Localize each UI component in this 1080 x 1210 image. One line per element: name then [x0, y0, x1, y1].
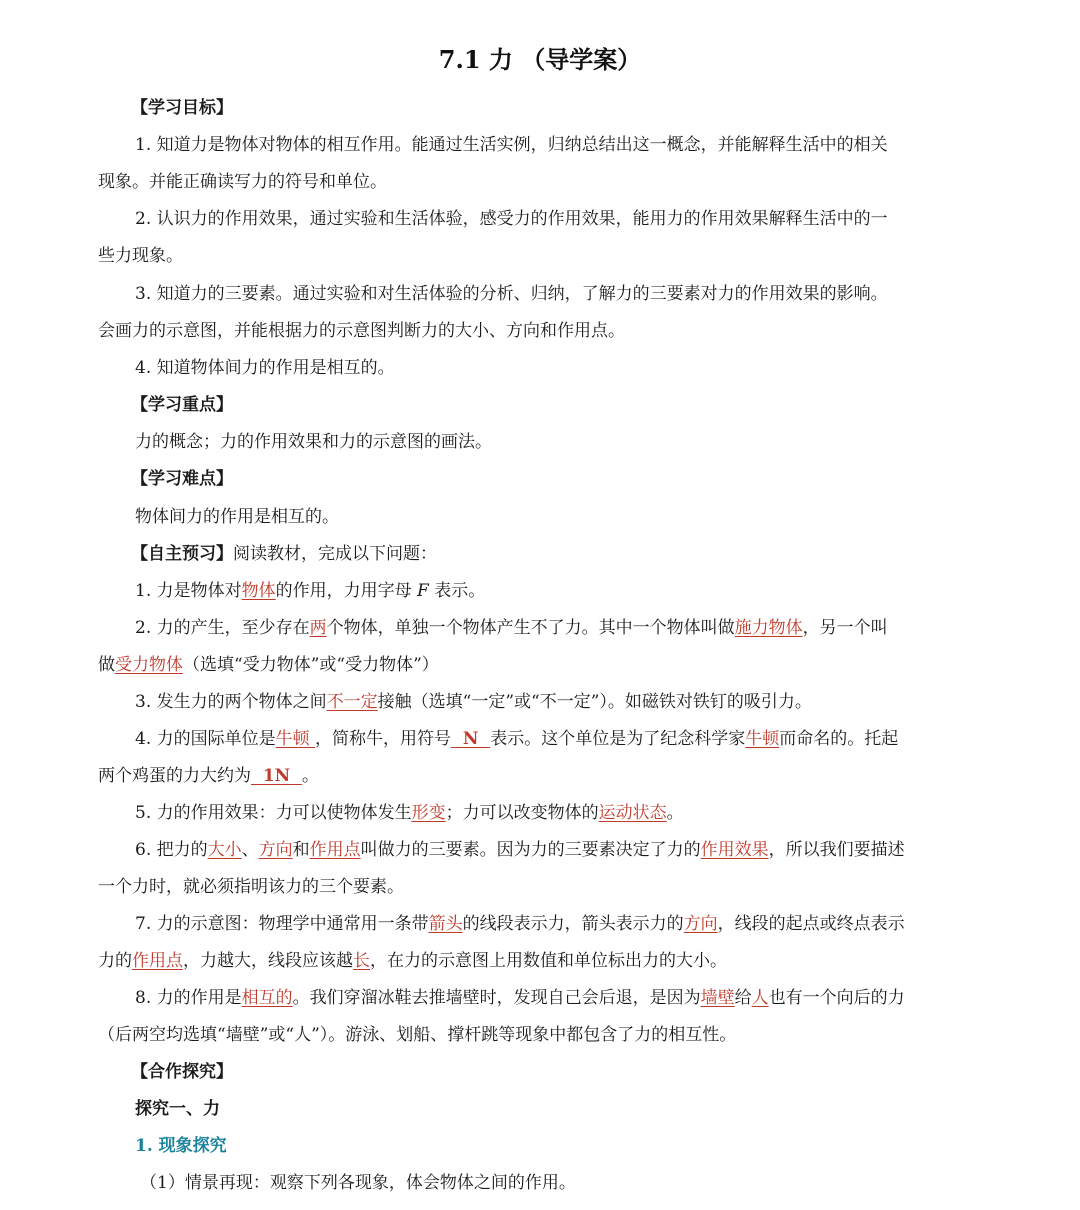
q6-text: 叫做力的三要素。因为力的三要素决定了力的: [360, 840, 701, 860]
q7-answer: 方向: [683, 914, 718, 934]
key-points-text: 力的概念；力的作用效果和力的示意图的画法。: [135, 432, 492, 452]
page-title: 7.1 力 （导学案）: [438, 45, 642, 74]
q4-text: 。: [302, 766, 320, 786]
q8-text: 。我们穿溜冰鞋去推墙壁时，发现自己会后退，是因为: [292, 988, 701, 1008]
question-8-line-b: （后两空均选填“墙壁”或“人”）。游泳、划船、撑杆跳等现象中都包含了力的相互性。: [98, 1025, 737, 1045]
q2-text: ，另一个叫: [802, 618, 888, 638]
q3-answer: 不一定: [326, 692, 378, 712]
q2-answer: 施力物体: [734, 618, 803, 638]
preview-intro: 阅读教材，完成以下问题：: [233, 544, 437, 564]
q7-text: ，力越大，线段应该越: [183, 951, 353, 971]
q7-text: 的线段表示力，箭头表示力的: [462, 914, 684, 934]
q2-text: 个物体，单独一个物体产生不了力。其中一个物体叫做: [326, 618, 735, 638]
difficulty-heading: 【学习难点】: [131, 469, 233, 489]
scene-text: （1）情景再现：观察下列各现象，体会物体之间的作用。: [140, 1173, 576, 1193]
q3-text: 3. 发生力的两个物体之间: [135, 692, 327, 712]
goal-1-line-b: 现象。并能正确读写力的符号和单位。: [98, 172, 387, 192]
q8-text: 8. 力的作用是: [135, 988, 242, 1008]
q6-text: ，所以我们要描述: [768, 840, 905, 860]
q1-text: 的作用，力用字母: [275, 581, 418, 601]
preview-line: [131, 542, 1031, 566]
q4-answer: 牛顿: [275, 729, 316, 749]
q7-answer: 长: [353, 951, 370, 971]
q6-answer: 方向: [258, 840, 293, 860]
q5-text: 。: [666, 803, 684, 823]
q1-text: 表示。: [428, 581, 486, 601]
q8-answer: 墙壁: [700, 988, 735, 1008]
q8-text: 给: [734, 988, 752, 1008]
q6-answer: 大小: [207, 840, 242, 860]
question-3: [135, 690, 1035, 714]
question-6-line-a: [135, 838, 1035, 862]
goal-2-line-a: 2. 认识力的作用效果，通过实验和生活体验，感受力的作用效果，能用力的作用效果解释生活中的一: [135, 209, 888, 229]
q5-answer: 运动状态: [598, 803, 667, 823]
q2-text: 2. 力的产生，至少存在: [135, 618, 310, 638]
q7-answer: 作用点: [132, 951, 183, 971]
goal-3-line-b: 会画力的示意图，并能根据力的示意图判断力的大小、方向和作用点。: [98, 321, 625, 341]
cooperation-heading: 【合作探究】: [131, 1062, 233, 1082]
q6-answer: 作用点: [309, 840, 361, 860]
q8-answer: 相互的: [241, 988, 293, 1008]
q5-answer: 形变: [411, 803, 446, 823]
q2-answer: 受力物体: [115, 655, 183, 675]
question-7-line-a: [135, 912, 1035, 936]
q4-answer: 牛顿: [745, 729, 780, 749]
difficulty-text: 物体间力的作用是相互的。: [135, 507, 339, 527]
q6-text: 6. 把力的: [135, 840, 208, 860]
q4-text: 两个鸡蛋的力大约为: [98, 766, 251, 786]
question-4-line-a: [135, 727, 1035, 751]
q7-text: 力的: [98, 951, 132, 971]
explore-1-heading: 探究一、力: [135, 1099, 220, 1119]
phenomenon-heading: 1. 现象探究: [135, 1136, 227, 1156]
preview-heading: 【自主预习】: [131, 544, 233, 564]
question-8-line-a: [135, 986, 1035, 1010]
q4-text: 表示。这个单位是为了纪念科学家: [490, 729, 746, 749]
q8-answer: 人: [751, 988, 769, 1008]
q6-answer: 作用效果: [700, 840, 769, 860]
q4-text: ，简称牛，用符号: [315, 729, 452, 749]
goals-heading: 【学习目标】: [131, 98, 233, 118]
question-6-line-b: 一个力时，就必须指明该力的三个要素。: [98, 877, 404, 897]
q7-text: ，在力的示意图上用数值和单位标出力的大小。: [370, 951, 727, 971]
q4-text: 4. 力的国际单位是: [135, 729, 276, 749]
q2-answer: 两: [309, 618, 327, 638]
q4-text: 而命名的。托起: [779, 729, 899, 749]
q7-answer: 箭头: [428, 914, 463, 934]
goal-2-line-b: 些力现象。: [98, 246, 183, 266]
force-symbol: F: [417, 581, 429, 601]
q7-text: 7. 力的示意图：物理学中通常用一条带: [135, 914, 429, 934]
goal-1-line-a: 1. 知道力是物体对物体的相互作用。能通过生活实例，归纳总结出这一概念，并能解释生活中的相关: [135, 135, 888, 155]
q6-text: 、: [241, 840, 259, 860]
goal-4: 4. 知道物体间力的作用是相互的。: [135, 358, 395, 378]
q3-text: 接触（选填“一定”或“不一定”）。如磁铁对铁钉的吸引力。: [377, 692, 812, 712]
q2-text: 做: [98, 655, 115, 675]
q2-text: （选填“受力物体”或“受力物体”）: [183, 655, 439, 675]
q8-text: 也有一个向后的力: [768, 988, 905, 1008]
question-7-line-b: [98, 949, 998, 973]
q6-text: 和: [292, 840, 310, 860]
key-points-heading: 【学习重点】: [131, 395, 233, 415]
question-2-line-b: [98, 653, 998, 677]
q4-answer: 1N: [251, 766, 303, 786]
q7-text: ，线段的起点或终点表示: [717, 914, 905, 934]
question-5: [135, 801, 1035, 825]
question-2-line-a: [135, 616, 1035, 640]
q1-text: 1. 力是物体对: [135, 581, 242, 601]
q1-answer: 物体: [241, 581, 276, 601]
q5-text: ；力可以改变物体的: [445, 803, 599, 823]
goal-3-line-a: 3. 知道力的三要素。通过实验和对生活体验的分析、归纳，了解力的三要素对力的作用效果的影响。: [135, 284, 888, 304]
q5-text: 5. 力的作用效果：力可以使物体发生: [135, 803, 412, 823]
question-4-line-b: [98, 764, 998, 788]
question-1: [135, 579, 1035, 603]
q4-answer: N: [451, 729, 491, 749]
